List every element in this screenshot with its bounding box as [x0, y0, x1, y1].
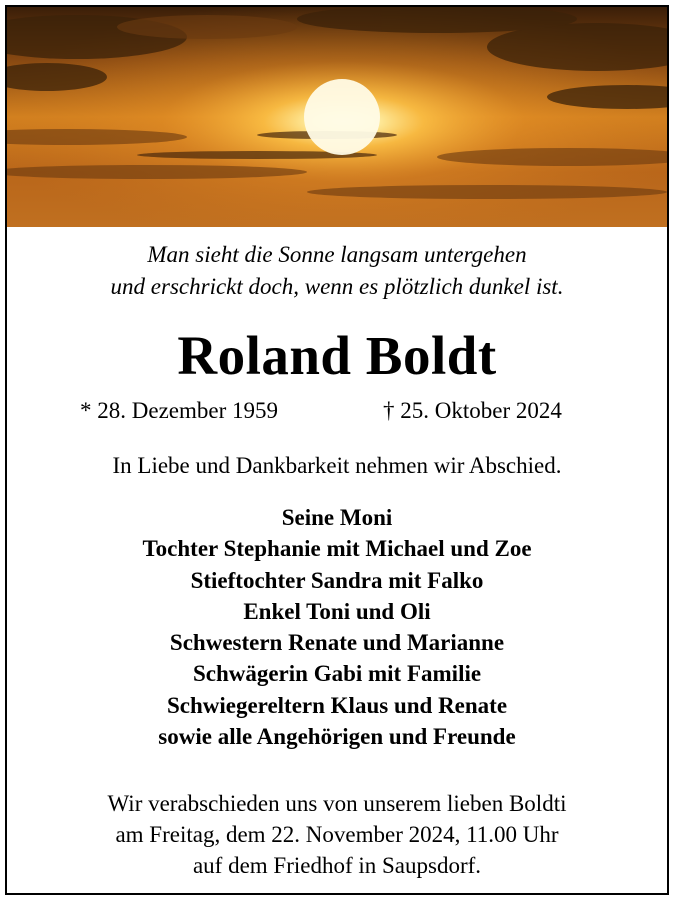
birth-date: * 28. Dezember 1959: [80, 398, 278, 423]
quote: [7, 239, 667, 303]
death-date: † 25. Oktober 2024: [383, 398, 562, 423]
mourner: Tochter Stephanie mit Michael und Zoe: [142, 536, 532, 562]
mourner: sowie alle Angehörigen und Freunde: [158, 724, 516, 750]
funeral-line: auf dem Friedhof in Saupsdorf.: [192, 853, 482, 878]
life-dates: [7, 396, 667, 426]
deceased-name: Roland Boldt: [177, 325, 497, 386]
funeral-line: am Freitag, dem 22. November 2024, 11.00 Uhr: [115, 822, 559, 847]
funeral-details: [7, 788, 667, 881]
mourner: Schwägerin Gabi mit Familie: [192, 661, 482, 687]
sunset-photo: [7, 7, 667, 227]
mourner: Enkel Toni und Oli: [243, 598, 431, 624]
quote-line: und erschrickt doch, wenn es plötzlich dunkel ist.: [110, 274, 564, 299]
quote-line: Man sieht die Sonne langsam untergehen: [147, 242, 527, 267]
mourner: Seine Moni: [281, 505, 393, 530]
obituary-card: [5, 5, 669, 895]
funeral-line: Wir verabschieden uns von unserem lieben Boldti: [107, 791, 567, 816]
farewell-statement: In Liebe und Dankbarkeit nehmen wir Abschied.: [112, 453, 562, 478]
mourner: Schwiegereltern Klaus und Renate: [166, 692, 508, 718]
mourner: Schwestern Renate und Marianne: [169, 630, 505, 656]
mourner: Stieftochter Sandra mit Falko: [190, 567, 484, 593]
mourners-list: [7, 502, 667, 752]
